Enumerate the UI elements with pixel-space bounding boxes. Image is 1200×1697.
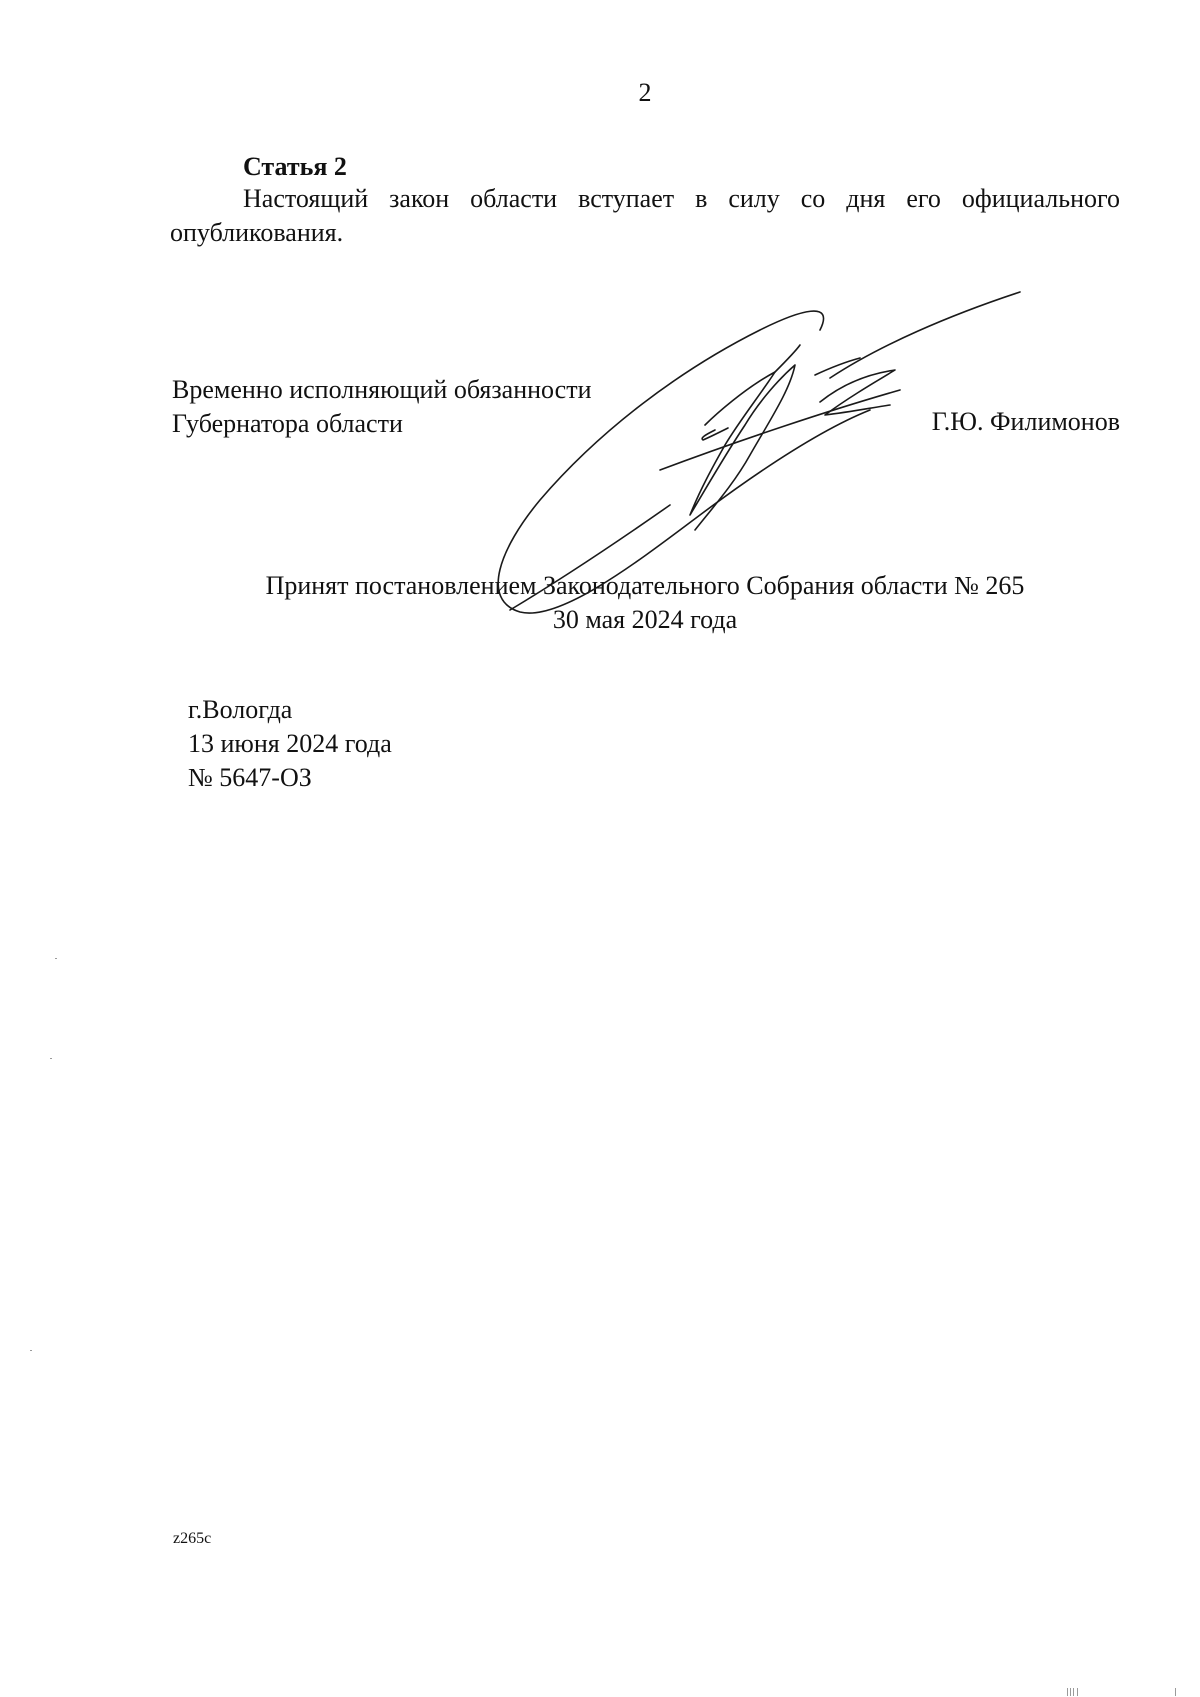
place-date-block <box>188 693 392 795</box>
adoption-date: 30 мая 2024 года <box>552 605 738 634</box>
law-number: № 5647-ОЗ <box>188 763 312 792</box>
page-number: 2 <box>638 78 652 107</box>
city: г.Вологда <box>188 695 293 724</box>
signatory-position-line2: Губернатора области <box>172 409 403 438</box>
signatory-name: Г.Ю. Филимонов <box>931 407 1120 436</box>
article-heading: Статья 2 <box>243 152 347 181</box>
signatory-position-line1: Временно исполняющий обязанности <box>172 375 592 404</box>
article-body: Настоящий закон области вступает в силу со дня его официального опубликования. <box>170 184 1120 247</box>
signatory-position <box>172 373 592 441</box>
document-code: z265c <box>173 1530 212 1547</box>
adoption-note <box>0 569 1200 637</box>
adoption-line1: Принят постановлением Законодательного Собрания области № 265 <box>265 571 1025 600</box>
signing-date: 13 июня 2024 года <box>188 729 392 758</box>
